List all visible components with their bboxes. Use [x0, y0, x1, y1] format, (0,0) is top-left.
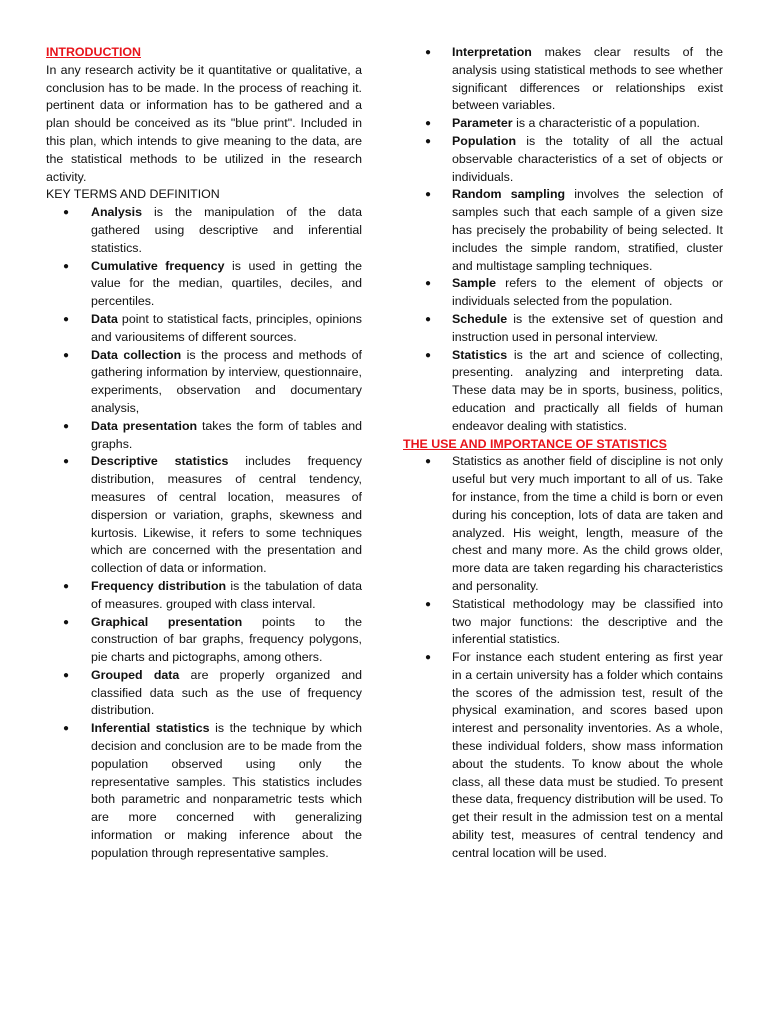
bullet-icon: ●: [425, 189, 432, 201]
use-item-text: Statistical methodology may be classified into two major functions: the descriptive and the inferential statistics.: [452, 596, 723, 647]
bullet-icon: ●: [63, 420, 70, 432]
term-definition: involves the selection of samples such that each sample of a given size has precisely the probability of being selected. It includes the simple random, stratified, cluster and multistage sampling techniques.: [452, 187, 723, 273]
term-item-grouped-data: [46, 667, 362, 720]
term-name: Frequency distribution: [91, 578, 227, 593]
use-item-text: Statistics as another field of discipline is not only useful but very much important to all of us. Take for instance, from the time a child is born or even during his conception, lots of data are taken and analyzed. His weight, length, measure of the chest and many more. As the child grows older, more data are taken regarding his characteristics and personality.: [452, 454, 723, 593]
term-item-interpretation: [406, 44, 723, 115]
term-name: Sample: [452, 276, 497, 291]
left-column: [46, 44, 362, 863]
term-item-parameter: [406, 115, 723, 133]
bullet-icon: ●: [63, 616, 70, 628]
use-and-importance-heading: THE USE AND IMPORTANCE OF STATISTICS: [403, 436, 667, 451]
bullet-icon: ●: [63, 349, 70, 361]
term-name: Data presentation: [91, 418, 198, 433]
term-name: Population: [452, 133, 517, 148]
term-definition: points to the construction of bar graphs, frequency polygons, pie charts and pictographs, among others.: [91, 614, 362, 665]
term-name: Schedule: [452, 311, 508, 326]
term-definition: is the tabulation of data of measures. grouped with class interval.: [91, 578, 362, 611]
term-definition: includes frequency distribution, measures of central tendency, measures of central location, measures of dispersion or variation, graphs, skewness and kurtosis. Likewise, it refers to some techniques which are concerned with the presentation and collection of data or information.: [91, 454, 362, 576]
term-definition: point to statistical facts, principles, opinions and variousitems of different sources.: [91, 311, 362, 344]
term-name: Descriptive statistics: [91, 454, 229, 469]
term-item-sample: [406, 275, 723, 311]
term-name: Parameter: [452, 116, 513, 131]
term-definition: is a characteristic of a population.: [512, 116, 700, 131]
bullet-icon: ●: [63, 313, 70, 325]
bullet-icon: ●: [425, 278, 432, 290]
key-terms-list-right: [406, 44, 723, 436]
term-definition: is the process and methods of gathering information by interview, questionnaire, experiments, observation and documentary analysis,: [91, 347, 362, 415]
term-definition: is the art and science of collecting, presenting. analyzing and interpreting data. These data may be in sports, business, politics, education and practically all fields of human endeavor dealing with statistics.: [452, 347, 723, 433]
bullet-icon: ●: [63, 669, 70, 681]
term-item-statistics: [406, 347, 723, 436]
term-item-frequency-distribution: [46, 578, 362, 614]
term-name: Cumulative frequency: [91, 258, 225, 273]
bullet-icon: ●: [425, 349, 432, 361]
bullet-icon: ●: [425, 313, 432, 325]
term-definition: refers to the element of objects or individuals selected from the population.: [452, 276, 723, 309]
introduction-paragraph: In any research activity be it quantitative or qualitative, a conclusion has to be made. In the process of reaching it. pertinent data or information has to be gathered and a plan should be conceived as its "blue print". Included in this plan, which intends to give meaning to the data, are the statistical methods to be utilized in the research activity.: [46, 62, 362, 184]
term-item-schedule: [406, 311, 723, 347]
bullet-icon: ●: [425, 118, 432, 130]
term-item-random-sampling: [406, 186, 723, 275]
term-name: Interpretation: [452, 45, 532, 59]
key-terms-list-left: [46, 204, 362, 862]
term-definition: is used in getting the value for the median, quartiles, deciles, and percentiles.: [91, 258, 362, 309]
term-item-cumulative-frequency: [46, 258, 362, 311]
term-item-graphical-presentation: [46, 614, 362, 667]
term-item-analysis: [46, 204, 362, 257]
term-definition: are properly organized and classified data such as the use of frequency distribution.: [91, 667, 362, 718]
term-name: Data: [91, 311, 118, 326]
term-item-population: [406, 133, 723, 186]
term-item-data-presentation: [46, 418, 362, 454]
bullet-icon: ●: [63, 456, 70, 468]
bullet-icon: ●: [63, 207, 70, 219]
term-definition: is the manipulation of the data gathered using descriptive and inferential statistics.: [91, 205, 362, 255]
term-name: Grouped data: [91, 667, 180, 682]
use-item: [406, 596, 723, 649]
term-item-data-collection: [46, 347, 362, 418]
term-definition: is the totality of all the actual observable characteristics of a set of objects or individuals.: [452, 133, 723, 184]
bullet-icon: ●: [425, 135, 432, 147]
right-column: [403, 44, 723, 863]
term-definition: is the extensive set of question and instruction used in personal interview.: [452, 311, 723, 344]
use-item: [406, 453, 723, 595]
bullet-icon: ●: [425, 652, 432, 664]
term-name: Statistics: [452, 347, 508, 362]
bullet-icon: ●: [425, 47, 432, 58]
term-definition: takes the form of tables and graphs.: [91, 418, 362, 451]
term-name: Random sampling: [452, 187, 566, 202]
term-definition: is the technique by which decision and conclusion are to be made from the population observed using only the representative samples. This statistics includes both parametric and nonparametric tests which are more concerned with generalizing information or making inference about the population through representative samples.: [91, 721, 362, 860]
term-name: Analysis: [91, 205, 142, 220]
bullet-icon: ●: [425, 598, 432, 610]
use-importance-list: [406, 453, 723, 862]
use-item-text: For instance each student entering as first year in a certain university has a folder which contains the scores of the admission test, result of the physical examination, and scores based upon interest and personality inventories. As a whole, these individual folders, show mass information about the students. To know about the whole class, all these data must be studied. To present these data, frequency distribution will be used. To get their result in the admission test on a mental ability test, measures of central tendency and central location will be used.: [452, 650, 723, 860]
term-item-data: [46, 311, 362, 347]
term-item-descriptive-statistics: [46, 453, 362, 578]
bullet-icon: ●: [425, 456, 432, 468]
introduction-heading: INTRODUCTION: [46, 45, 141, 59]
term-definition: makes clear results of the analysis using statistical methods to see whether significant differences or relationships exist between variables.: [452, 45, 723, 113]
term-name: Inferential statistics: [91, 721, 210, 736]
term-item-inferential-statistics: [46, 720, 362, 862]
key-terms-heading: KEY TERMS AND DEFINITION: [46, 187, 220, 202]
bullet-icon: ●: [63, 723, 70, 735]
bullet-icon: ●: [63, 580, 70, 592]
use-item: [406, 649, 723, 863]
term-name: Data collection: [91, 347, 182, 362]
term-name: Graphical presentation: [91, 614, 243, 629]
bullet-icon: ●: [63, 260, 70, 272]
